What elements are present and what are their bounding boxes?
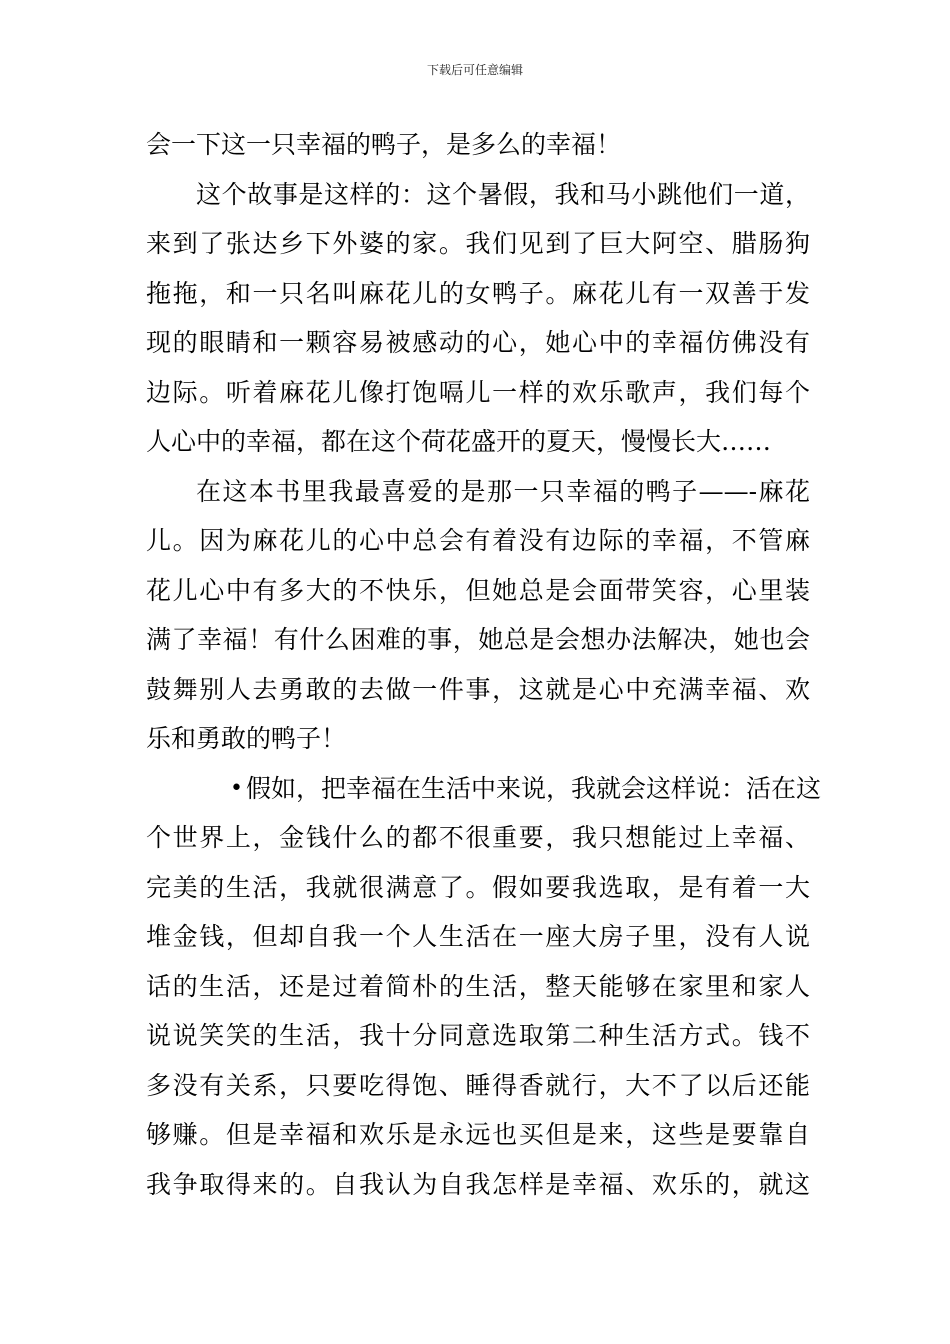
text-line: 堆金钱，但却自我一个人生活在一座大房子里，没有人说 (146, 922, 810, 951)
text-line: 个世界上，金钱什么的都不很重要，我只想能过上幸福、 (146, 823, 810, 852)
text-line: 现的眼睛和一颗容易被感动的心，她心中的幸福仿佛没有 (146, 328, 810, 357)
text-line: 话的生活，还是过着简朴的生活，整天能够在家里和家人 (146, 971, 810, 1001)
text-line: 满了幸福！有什么困难的事，她总是会想办法解决，她也会 (146, 625, 810, 654)
text-line: 在这本书里我最喜爱的是那一只幸福的鸭子——-麻花 (196, 476, 810, 506)
text-line: 儿。因为麻花儿的心中总会有着没有边际的幸福，不管麻 (146, 526, 810, 555)
document-body (146, 120, 822, 1209)
text-line: 花儿心中有多大的不快乐，但她总是会面带笑容，心里装 (146, 575, 810, 605)
text-line: 人心中的幸福，都在这个荷花盛开的夏天，慢慢长大…… (146, 427, 772, 456)
text-line: 来到了张达乡下外婆的家。我们见到了巨大阿空、腊肠狗 (146, 229, 810, 258)
text-line: 我争取得来的。自我认为自我怎样是幸福、欢乐的，就这 (146, 1169, 810, 1199)
text-line: 乐和勇敢的鸭子！ (146, 724, 347, 753)
text-line: 拖拖，和一只名叫麻花儿的女鸭子。麻花儿有一双善于发 (146, 278, 810, 308)
text-line: 会一下这一只幸福的鸭子，是多么的幸福！ (146, 130, 622, 159)
paragraph (146, 764, 822, 1210)
paragraph (146, 170, 810, 467)
text-line: 假如，把幸福在生活中来说，我就会这样说：活在这 • (146, 764, 810, 814)
text-line: 完美的生活，我就很满意了。假如要我选取，是有着一大 (146, 872, 810, 902)
text-line: 说说笑笑的生活，我十分同意选取第二种生活方式。钱不 (146, 1021, 810, 1050)
paragraph (146, 467, 810, 764)
text-line: 多没有关系，只要吃得饱、睡得香就行，大不了以后还能 (146, 1070, 810, 1100)
page-header: 下载后可任意编辑 (426, 63, 523, 77)
text-line: 这个故事是这样的：这个暑假，我和马小跳他们一道， (196, 179, 810, 209)
bullet-marker: • (230, 775, 243, 801)
text-line: 够赚。但是幸福和欢乐是永远也买但是来，这些是要靠自 (146, 1120, 810, 1149)
paragraph (146, 120, 810, 170)
text-line: 边际。听着麻花儿像打饱嗝儿一样的欢乐歌声，我们每个 (146, 377, 810, 407)
text-line: 鼓舞别人去勇敢的去做一件事，这就是心中充满幸福、欢 (146, 674, 810, 704)
